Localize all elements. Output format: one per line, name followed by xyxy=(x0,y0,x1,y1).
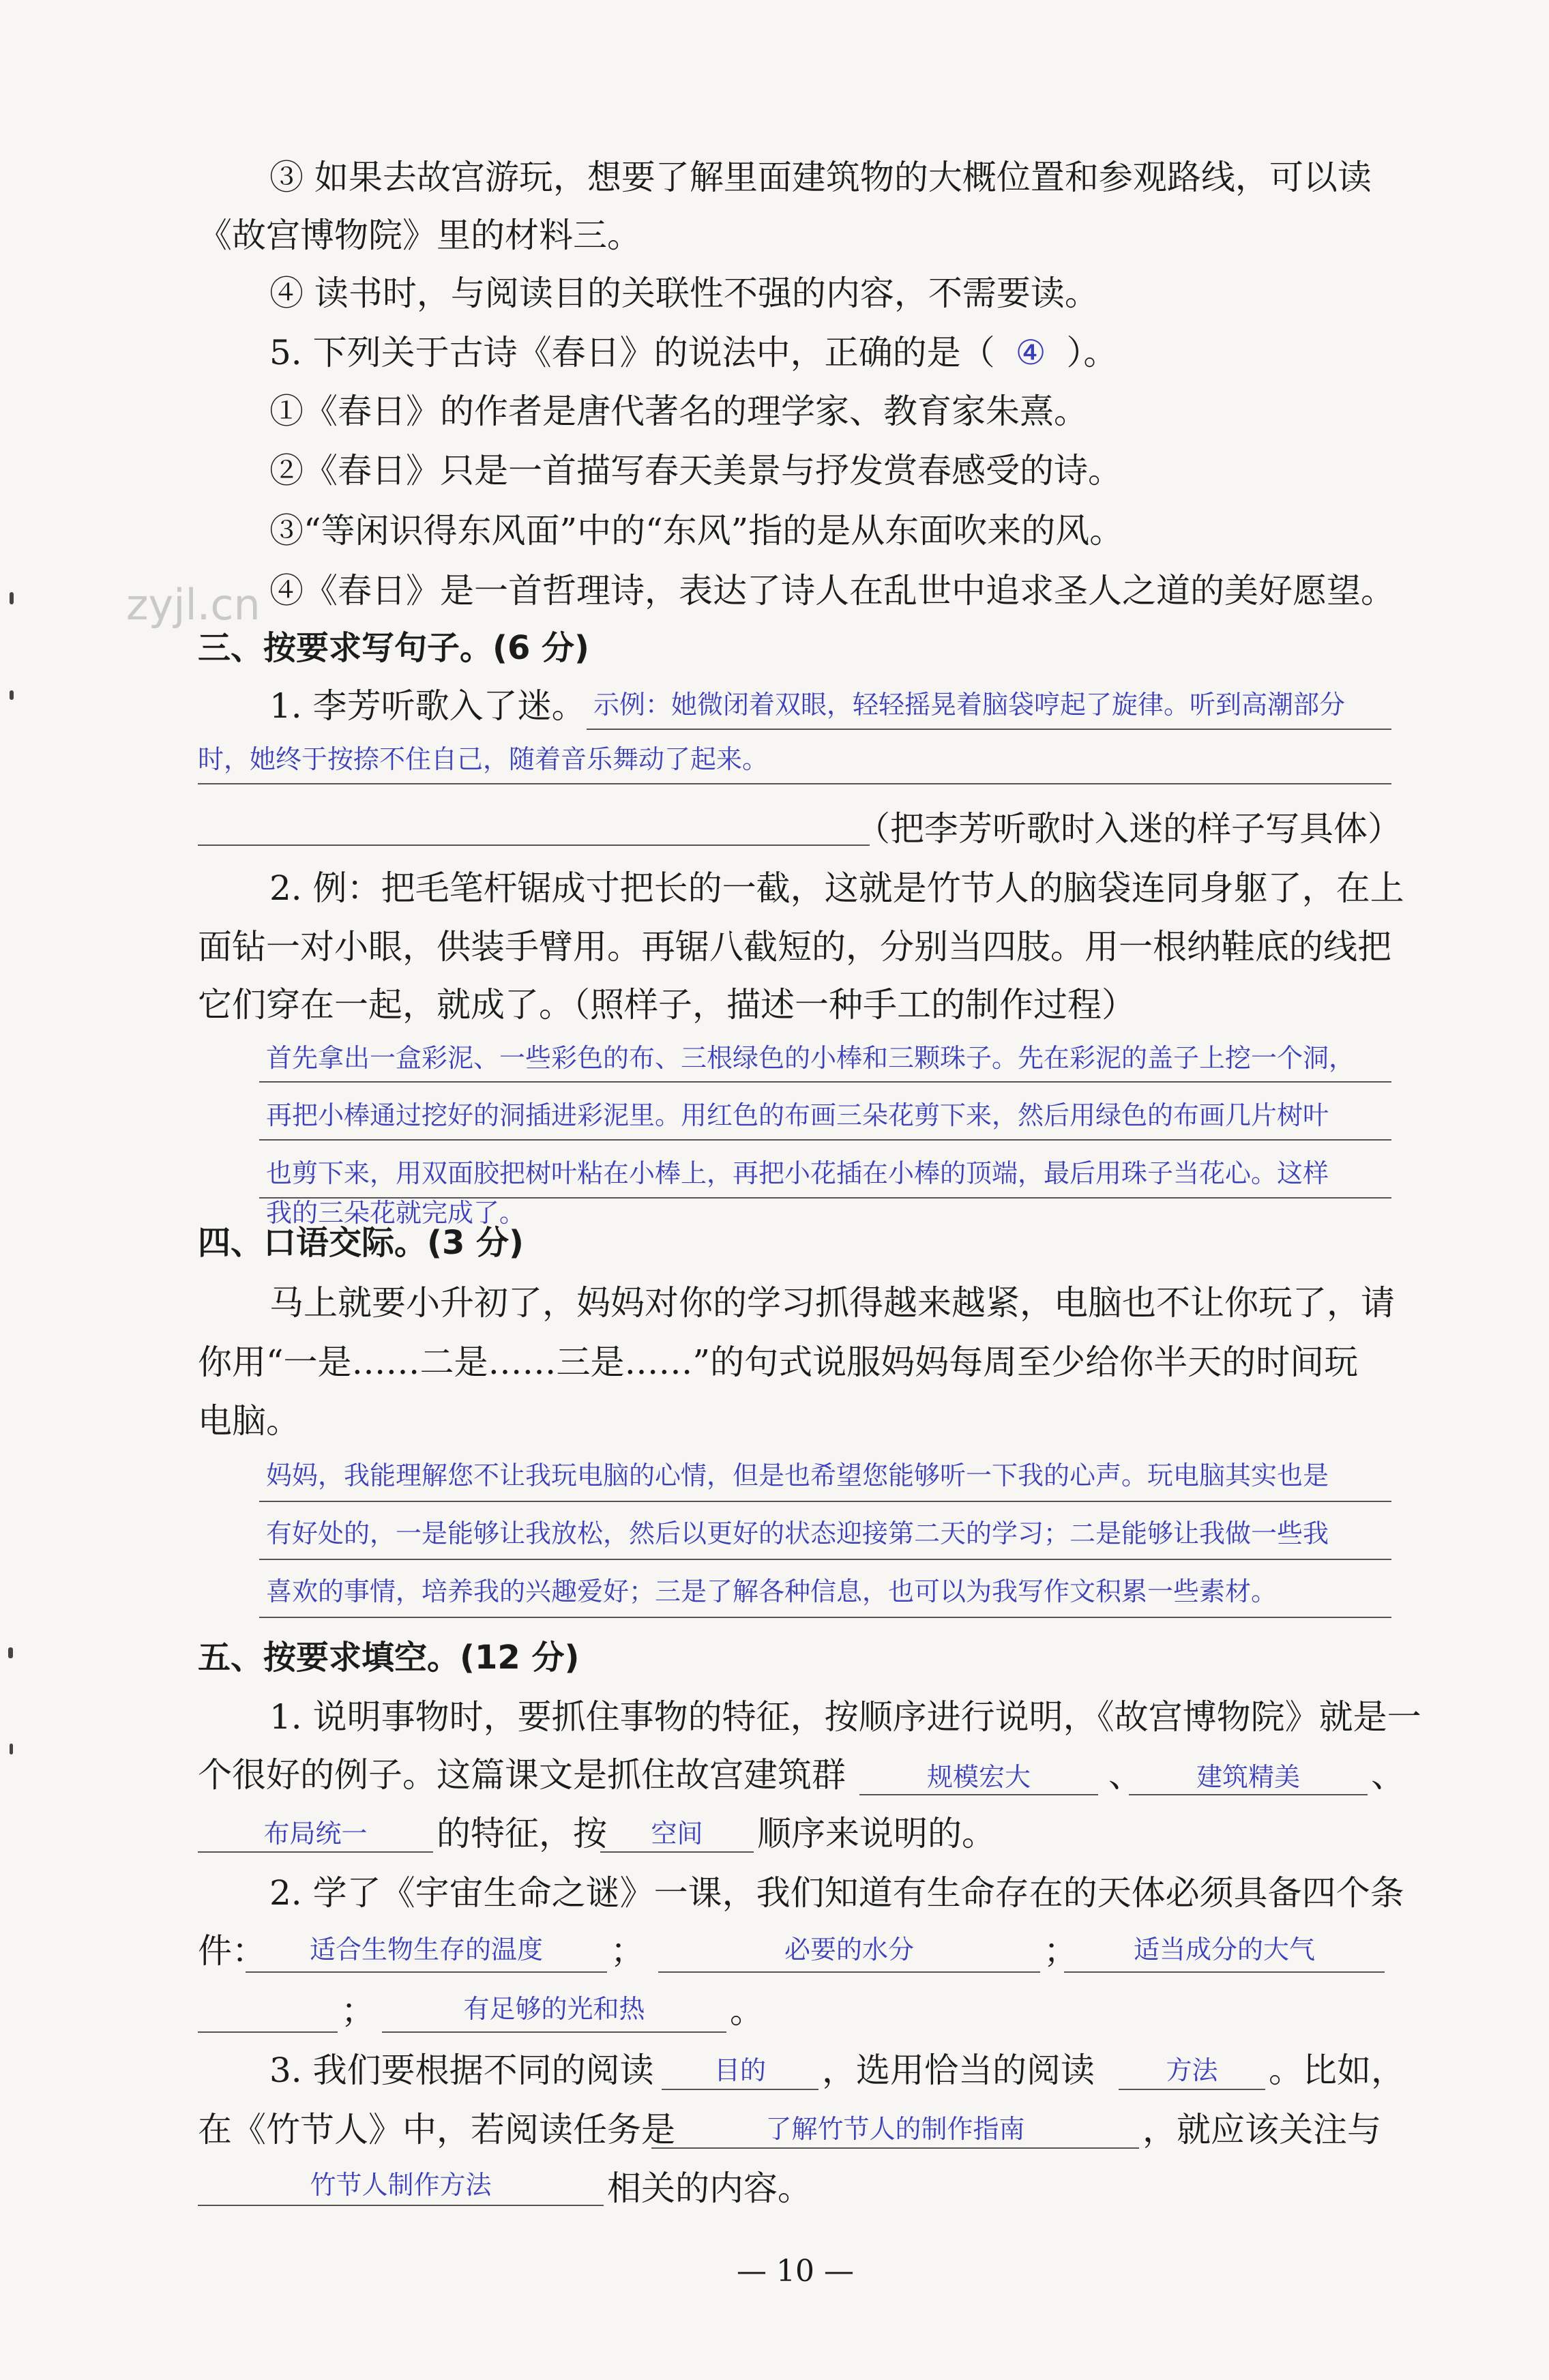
blank-line xyxy=(651,2147,1139,2149)
blank-line xyxy=(1129,1794,1368,1795)
margin-mark xyxy=(10,1744,13,1754)
option-4: ④《春日》是一首哲理诗，表达了诗人在乱世中追求圣人之道的美好愿望。 xyxy=(269,571,1395,611)
s5-q1-line1: 1. 说明事物时，要抓住事物的特征，按顺序进行说明，《故宫博物院》就是一 xyxy=(269,1697,1421,1737)
answer-line xyxy=(198,844,870,846)
blank-line xyxy=(198,2031,338,2033)
blank-line xyxy=(246,1971,607,1973)
s5-q3-blank-4: 竹节人制作方法 xyxy=(310,2170,492,2200)
s3-q1-answer-line2: 时，她终于按捺不住自己，随着音乐舞动了起来。 xyxy=(198,744,769,774)
section-4-heading: 四、口语交际。(3 分) xyxy=(198,1224,524,1262)
s5-q3-blank-1: 目的 xyxy=(713,2055,766,2085)
s5-q1-blank-1: 规模宏大 xyxy=(926,1762,1031,1792)
s4-answer-line2: 有好处的，一是能够让我放松，然后以更好的状态迎接第二天的学习；二是能够让我做一些我 xyxy=(266,1518,1329,1548)
s4-line1: 马上就要小升初了，妈妈对你的学习抓得越来越紧，电脑也不让你玩了，请 xyxy=(269,1283,1395,1323)
s5-q2-blank-3: 适当成分的大气 xyxy=(1133,1935,1315,1965)
s5-q2-period: 。 xyxy=(730,1991,764,2031)
s4-answer-line3: 喜欢的事情，培养我的兴趣爱好；三是了解各种信息，也可以为我写作文积累一些素材。 xyxy=(266,1576,1278,1606)
answer-line xyxy=(587,729,1391,730)
margin-mark xyxy=(8,1647,13,1658)
question-5-prefix: 5. 下列关于古诗《春日》的说法中，正确的是（ xyxy=(269,333,995,372)
blank-line xyxy=(382,2031,726,2033)
s5-q1-blank-3: 布局统一 xyxy=(263,1819,368,1849)
s3-q2-answer-line4: 我的三朵花就完成了。 xyxy=(266,1198,526,1228)
blank-line xyxy=(1119,2089,1265,2090)
option-3: ③“等闲识得东风面”中的“东风”指的是从东面吹来的风。 xyxy=(269,511,1124,550)
s5-q2-blank-4: 有足够的光和热 xyxy=(463,1994,645,2024)
s5-q2-semi-2: ； xyxy=(1044,1931,1078,1971)
answer-line xyxy=(259,1617,1391,1618)
blank-line xyxy=(662,2089,818,2090)
s5-q3-line2-prefix: 在《竹节人》中，若阅读任务是 xyxy=(198,2110,675,2149)
s5-q3-blank-3: 了解竹节人的制作指南 xyxy=(765,2114,1025,2144)
blank-line xyxy=(1064,1971,1385,1973)
question-5-suffix: ）。 xyxy=(1066,333,1118,372)
s5-q3-blank-2: 方法 xyxy=(1166,2055,1218,2085)
option-1: ①《春日》的作者是唐代著名的理学家、教育家朱熹。 xyxy=(269,392,1088,431)
s5-q1-mid: 的特征，按 xyxy=(437,1814,607,1853)
s5-q1-sep2: 、 xyxy=(1371,1755,1405,1795)
s5-q3-end: 。比如， xyxy=(1269,2051,1405,2090)
blank-line xyxy=(198,2205,604,2206)
s5-q1-blank-4: 空间 xyxy=(651,1819,703,1849)
s5-q3-line2-end: ，就应该关注与 xyxy=(1142,2110,1381,2149)
section-5-heading: 五、按要求填空。(12 分) xyxy=(198,1639,580,1677)
s5-q2-line1: 2. 学了《宇宙生命之谜》一课，我们知道有生命存在的天体必须具备四个条 xyxy=(269,1873,1404,1913)
blank-line xyxy=(198,1851,433,1853)
margin-mark xyxy=(10,592,14,604)
s4-line2: 你用“一是……二是……三是……”的句式说服妈妈每周至少给你半天的时间玩 xyxy=(198,1342,1359,1382)
s5-q2-semi-1: ； xyxy=(610,1931,645,1971)
s5-q3-mid: ，选用恰当的阅读 xyxy=(822,2051,1095,2090)
s5-q1-end: 顺序来说明的。 xyxy=(757,1814,996,1853)
s3-q1-answer-line1: 示例：她微闭着双眼，轻轻摇晃着脑袋哼起了旋律。听到高潮部分 xyxy=(593,690,1346,720)
s4-line3: 电脑。 xyxy=(198,1401,300,1441)
watermark: zyjl.cn xyxy=(126,580,261,630)
page-number: — 10 — xyxy=(737,2254,854,2289)
s5-q2-prefix: 件： xyxy=(198,1931,266,1971)
s3-q2-answer-line2: 再把小棒通过挖好的洞插进彩泥里。用红色的布画三朵花剪下来，然后用绿色的布画几片树叶 xyxy=(266,1100,1329,1130)
answer-line xyxy=(259,1081,1391,1083)
s5-q2-semi-3: ； xyxy=(341,1991,375,2031)
s5-q2-blank-2: 必要的水分 xyxy=(784,1935,914,1965)
s3-q2-answer-line1: 首先拿出一盒彩泥、一些彩色的布、三根绿色的小棒和三颗珠子。先在彩泥的盖子上挖一个洞， xyxy=(266,1043,1355,1073)
s3-q1-note: （把李芳听歌时入迷的样子写具体） xyxy=(856,809,1402,849)
answer-line xyxy=(198,783,1391,784)
statement-4: ④ 读书时，与阅读目的关联性不强的内容，不需要读。 xyxy=(269,274,1099,313)
s5-q1-blank-2: 建筑精美 xyxy=(1196,1762,1300,1792)
s3-q1-prompt: 1. 李芳听歌入了迷。 xyxy=(269,686,586,726)
s3-q2-line1: 2. 例：把毛笔杆锯成寸把长的一截，这就是竹节人的脑袋连同身躯了，在上 xyxy=(269,868,1404,908)
question-5 xyxy=(269,332,1117,373)
blank-line xyxy=(600,1851,754,1853)
question-5-answer: ④ xyxy=(1015,333,1046,372)
s3-q2-answer-line3: 也剪下来，用双面胶把树叶粘在小棒上，再把小花插在小棒的顶端，最后用珠子当花心。这样 xyxy=(266,1158,1329,1188)
section-3-heading: 三、按要求写句子。(6 分) xyxy=(198,629,589,667)
s5-q3-prefix: 3. 我们要根据不同的阅读 xyxy=(269,2051,654,2090)
s5-q2-blank-1: 适合生物生存的温度 xyxy=(309,1935,543,1965)
s5-q1-line2-prefix: 个很好的例子。这篇课文是抓住故宫建筑群 xyxy=(198,1755,846,1795)
s4-answer-line1: 妈妈，我能理解您不让我玩电脑的心情，但是也希望您能够听一下我的心声。玩电脑其实也是 xyxy=(266,1460,1329,1490)
answer-line xyxy=(259,1501,1391,1502)
statement-3-line1: ③ 如果去故宫游玩，想要了解里面建筑物的大概位置和参观路线，可以读 xyxy=(269,158,1372,197)
option-2: ②《春日》只是一首描写春天美景与抒发赏春感受的诗。 xyxy=(269,451,1122,490)
blank-line xyxy=(859,1794,1098,1795)
answer-line xyxy=(259,1139,1391,1141)
statement-3-line2: 《故宫博物院》里的材料三。 xyxy=(198,216,641,255)
s3-q2-line3: 它们穿在一起，就成了。（照样子，描述一种手工的制作过程） xyxy=(198,985,1136,1025)
s5-q1-sep: 、 xyxy=(1108,1755,1142,1795)
answer-line xyxy=(259,1559,1391,1560)
s3-q2-line2: 面钻一对小眼，供装手臂用。再锯八截短的，分别当四肢。用一根纳鞋底的线把 xyxy=(198,927,1391,967)
margin-mark xyxy=(10,690,14,700)
s5-q3-line3-end: 相关的内容。 xyxy=(607,2169,812,2208)
blank-line xyxy=(658,1971,1040,1973)
